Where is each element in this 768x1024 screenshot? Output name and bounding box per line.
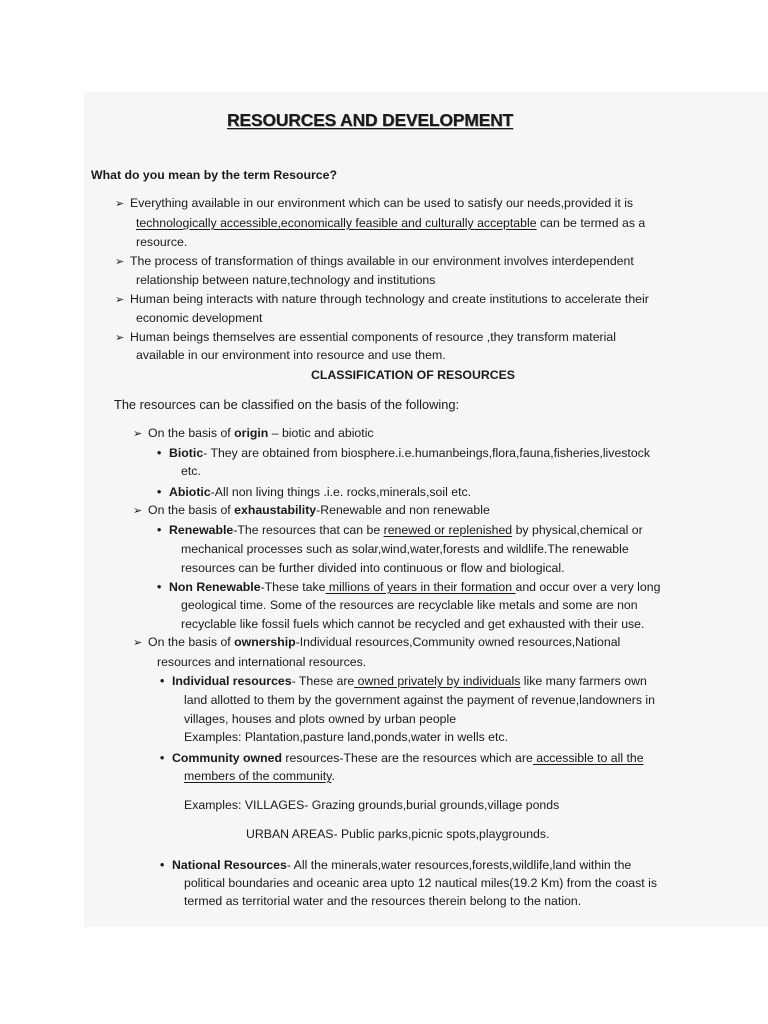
origin-heading: ➢ On the basis of origin – biotic and abiotic — [133, 426, 374, 440]
community-examples-urban: URBAN AREAS- Public parks,picnic spots,playgrounds. — [246, 827, 550, 841]
renewable-item-line-3: resources can be further divided into continuous or flow and biological. — [181, 561, 565, 575]
bullet-icon: • — [160, 751, 165, 765]
bullet-icon: • — [160, 674, 165, 688]
classification-heading: CLASSIFICATION OF RESOURCES — [310, 368, 516, 382]
exhaustability-heading: ➢ On the basis of exhaustability-Renewable and non renewable — [133, 503, 490, 517]
national-resources-line-3: termed as territorial water and the resources therein belong to the nation. — [184, 894, 582, 908]
ownership-heading: ➢ On the basis of ownership-Individual resources,Community owned resources,National — [133, 635, 621, 649]
individual-resources-line-3: villages, houses and plots owned by urban people — [184, 712, 457, 726]
bullet-icon: • — [157, 446, 162, 460]
arrow-bullet-icon: ➢ — [133, 637, 143, 649]
arrow-bullet-icon: ➢ — [115, 332, 125, 344]
community-owned-line-2: members of the community. — [184, 769, 335, 783]
underlined-text: millions of years in their formation — [325, 580, 516, 594]
underlined-text: technologically accessible,economically feasible and culturally acceptable — [136, 216, 537, 230]
national-resources-line-2: political boundaries and oceanic area upto 12 nautical miles(19.2 Km) from the coast is — [184, 876, 658, 890]
def-point-1-line-2: technologically accessible,economically feasible and culturally acceptable can be termed as a — [136, 216, 646, 230]
renewable-item-line-2: mechanical processes such as solar,wind,water,forests and wildlife.The renewable — [181, 542, 629, 556]
underlined-text: accessible to all the — [532, 751, 644, 765]
individual-resources-line-2: land allotted to them by the government against the payment of revenue,landowners in — [184, 693, 655, 707]
def-point-4-line-1: ➢ Human beings themselves are essential components of resource ,they transform material — [115, 330, 616, 344]
biotic-item: • Biotic- They are obtained from biosphere.i.e.humanbeings,flora,fauna,fisheries,livestock — [157, 446, 650, 460]
def-point-1-line-3: resource. — [136, 235, 188, 249]
underlined-text: renewed or replenished — [383, 523, 513, 537]
def-point-3-line-2: economic development — [136, 311, 263, 325]
question-heading: What do you mean by the term Resource? — [91, 168, 337, 182]
arrow-bullet-icon: ➢ — [133, 428, 143, 440]
def-point-1-line-1: ➢ Everything available in our environment which can be used to satisfy our needs,provided it is — [115, 196, 634, 210]
individual-resources-line-4: Examples: Plantation,pasture land,ponds,water in wells etc. — [184, 730, 508, 744]
individual-resources-item: • Individual resources- These are owned privately by individuals like many farmers own — [160, 674, 647, 688]
def-point-2-line-1: ➢ The process of transformation of things available in our environment involves interdependent — [115, 254, 634, 268]
page-title: RESOURCES AND DEVELOPMENT — [226, 110, 514, 130]
bullet-icon: • — [157, 523, 162, 537]
underlined-text: members of the community — [184, 769, 332, 783]
abiotic-item: • Abiotic-All non living things .i.e. rocks,minerals,soil etc. — [157, 485, 472, 499]
arrow-bullet-icon: ➢ — [115, 198, 125, 210]
arrow-bullet-icon: ➢ — [115, 256, 125, 268]
biotic-item-line-2: etc. — [181, 464, 201, 478]
renewable-item: • Renewable-The resources that can be renewed or replenished by physical,chemical or — [157, 523, 643, 537]
def-point-4-line-2: available in our environment into resource and use them. — [136, 348, 446, 362]
ownership-heading-line-2: resources and international resources. — [157, 655, 367, 669]
def-point-2-line-2: relationship between nature,technology and institutions — [136, 273, 436, 287]
def-point-3-line-1: ➢ Human being interacts with nature through technology and create institutions to accelerate their — [115, 292, 649, 306]
bullet-icon: • — [160, 858, 165, 872]
non-renewable-item-line-3: recyclable like fossil fuels which cannot be recycled and get exhausted with their use. — [181, 617, 645, 631]
national-resources-item: • National Resources- All the minerals,water resources,forests,wildlife,land within the — [160, 858, 632, 872]
non-renewable-item-line-2: geological time. Some of the resources are recyclable like metals and some are non — [181, 598, 638, 612]
classification-intro: The resources can be classified on the basis of the following: — [114, 397, 459, 412]
bullet-icon: • — [157, 485, 162, 499]
community-owned-item: • Community owned resources-These are the resources which are accessible to all the — [160, 751, 644, 765]
community-examples-villages: Examples: VILLAGES- Grazing grounds,burial grounds,village ponds — [184, 798, 560, 812]
non-renewable-item: • Non Renewable-These take millions of years in their formation and occur over a very long — [157, 580, 661, 594]
underlined-text: owned privately by individuals — [354, 674, 521, 688]
arrow-bullet-icon: ➢ — [133, 505, 143, 517]
bullet-icon: • — [157, 580, 162, 594]
arrow-bullet-icon: ➢ — [115, 294, 125, 306]
